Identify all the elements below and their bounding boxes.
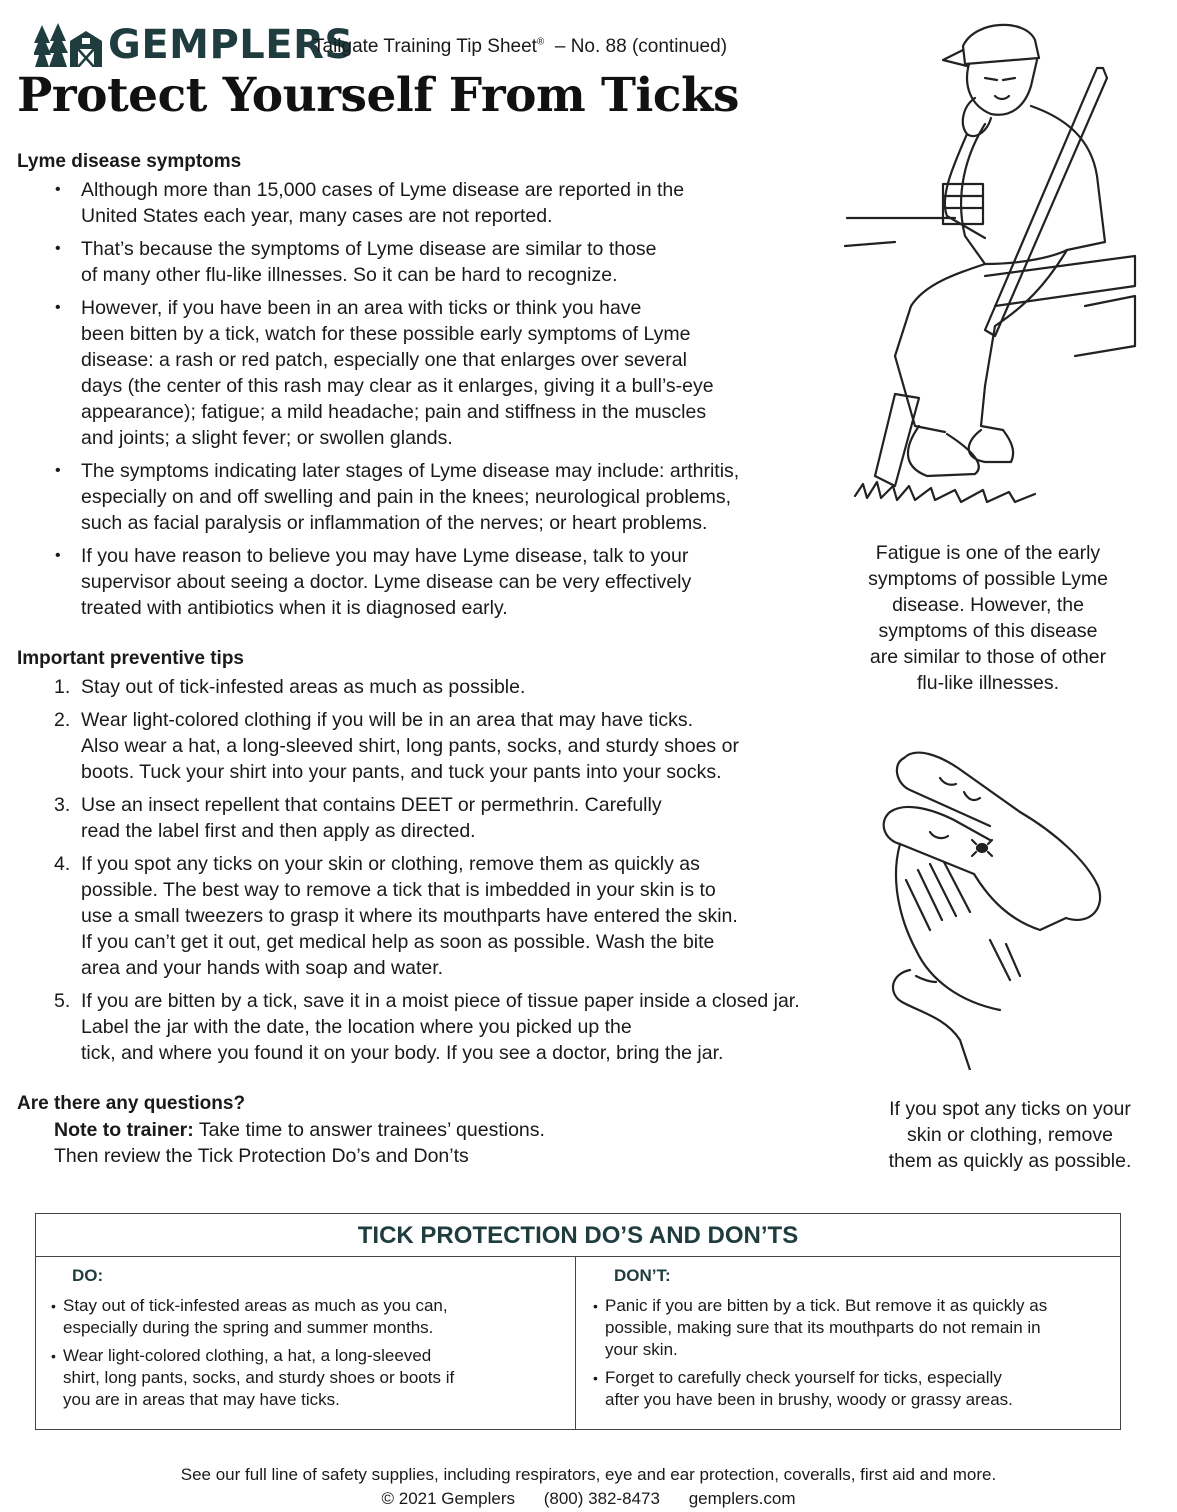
list-item: • The symptoms indicating later stages of Lyme disease may include: arthritis, especially on and off swelling and pain in the knees; neurological problems, such as facial paralysis or inflammation of the nerves; or heart problems. [17, 458, 837, 536]
sheet-number: – No. 88 (continued) [554, 36, 728, 57]
list-item [17, 851, 897, 981]
footer-contact [0, 1487, 1177, 1511]
list-item: • Although more than 15,000 cases of Lyme disease are reported in the United States each year, many cases are not reported. [17, 177, 837, 229]
column-divider [575, 1257, 576, 1429]
list-item: • Wear light-colored clothing, a hat, a long-sleeved shirt, long pants, socks, and sturdy shoes or boots if you are in areas that may have ticks. [51, 1345, 561, 1411]
item-text: Wear light-colored clothing if you will be in an area that may have ticks. Also wear a hat, a long-sleeved shirt, long pants, socks, and sturdy shoes or boots. Tuck your shirt into your pants, and tuck your pants into your socks. [81, 709, 739, 783]
phone-number: (800) 382-8473 [543, 1489, 660, 1508]
preventive-tips-section [17, 648, 897, 1073]
brand-name: GEMPLERS [108, 22, 354, 68]
copyright: © 2021 Gemplers [381, 1489, 515, 1508]
lyme-symptoms-section [17, 151, 837, 628]
dont-heading: DON’T: [614, 1266, 671, 1285]
list-item: • However, if you have been in an area with ticks or think you have been bitten by a tick, watch for these possible early symptoms of Lyme disease: a rash or red patch, especially one that enlarges over several days (the center of this rash may clear as it enlarges, giving it a bull’s-eye appearance); fatigue; a mild headache; pain and stiffness in the muscles and joints; a slight fever; or swollen glands. [17, 295, 837, 451]
tip-sheet-label [313, 36, 727, 58]
tired-worker-illustration [835, 6, 1145, 516]
barn-trees-icon [34, 23, 104, 67]
footer-promo: See our full line of safety supplies, including respirators, eye and ear protection, coveralls, first aid and more. [180, 1465, 997, 1484]
do-column [51, 1266, 561, 1417]
symptom-list [17, 177, 837, 621]
note-text: Take time to answer trainees’ questions. Then review the Tick Protection Do’s and Don’ts [54, 1119, 545, 1167]
trainer-note [54, 1117, 717, 1169]
list-item: • Stay out of tick-infested areas as much as you can, especially during the spring and summer months. [51, 1295, 561, 1339]
do-list [51, 1295, 561, 1411]
list-item [17, 792, 897, 844]
questions-section [17, 1093, 717, 1169]
list-item [17, 707, 897, 785]
list-item: • Forget to carefully check yourself for ticks, especially after you have been in brushy, woody or grassy areas. [593, 1367, 1113, 1411]
list-item: • If you have reason to believe you may have Lyme disease, talk to your supervisor about seeing a doctor. Lyme disease can be very effectively treated with antibiotics when it is diagnosed early. [17, 543, 837, 621]
item-text: If you are bitten by a tick, save it in a moist piece of tissue paper inside a closed jar. Label the jar with the date, the location where you picked up the tick, and where you found it on your body. If you see a doctor, bring the jar. [81, 990, 800, 1064]
dont-column [593, 1266, 1113, 1417]
registered-mark: ® [536, 36, 545, 48]
list-item: • Panic if you are bitten by a tick. But remove it as quickly as possible, making sure that its mouthparts do not remain in your skin. [593, 1295, 1113, 1361]
item-number: 3. [54, 794, 71, 816]
list-item [17, 674, 897, 700]
item-text: Use an insect repellent that contains DEET or permethrin. Carefully read the label first and then apply as directed. [81, 794, 662, 842]
dos-donts-box [35, 1213, 1121, 1430]
item-text: If you spot any ticks on your skin or clothing, remove them as quickly as possible. The best way to remove a tick that is imbedded in your skin is to use a small tweezers to grasp it where its mouthparts have entered the skin. If you can’t get it out, get medical help as soon as possible. Wash the bite area and your hands with soap and water. [81, 853, 738, 979]
item-text: Stay out of tick-infested areas as much as possible. [81, 676, 526, 698]
dos-donts-title: TICK PROTECTION DO’S AND DON’TS [36, 1214, 1120, 1257]
page-footer [0, 1463, 1177, 1511]
section-heading: Are there any questions? [17, 1093, 246, 1114]
item-number: 4. [54, 853, 71, 875]
website-link[interactable]: gemplers.com [688, 1489, 796, 1508]
item-number: 1. [54, 676, 71, 698]
item-number: 5. [54, 990, 71, 1012]
tips-list [17, 674, 897, 1066]
page-title: Protect Yourself From Ticks [17, 68, 740, 123]
note-label: Note to trainer: [54, 1119, 194, 1141]
section-heading: Important preventive tips [17, 648, 244, 669]
item-number: 2. [54, 709, 71, 731]
worker-caption: Fatigue is one of the early symptoms of possible Lyme disease. However, the symptoms of this disease are similar to those of other flu-like illnesses. [868, 542, 1108, 694]
list-item [17, 988, 897, 1066]
do-heading: DO: [72, 1266, 104, 1285]
tagline-text: Tailgate Training Tip Sheet [313, 36, 537, 57]
dont-list [593, 1295, 1113, 1411]
hand-caption: If you spot any ticks on your skin or clothing, remove them as quickly as possible. [888, 1098, 1132, 1172]
brand-logo [34, 22, 354, 68]
list-item: • That’s because the symptoms of Lyme disease are similar to those of many other flu-like illnesses. So it can be hard to recognize. [17, 236, 837, 288]
hand-with-tick-illustration [870, 740, 1110, 1070]
section-heading: Lyme disease symptoms [17, 151, 242, 172]
